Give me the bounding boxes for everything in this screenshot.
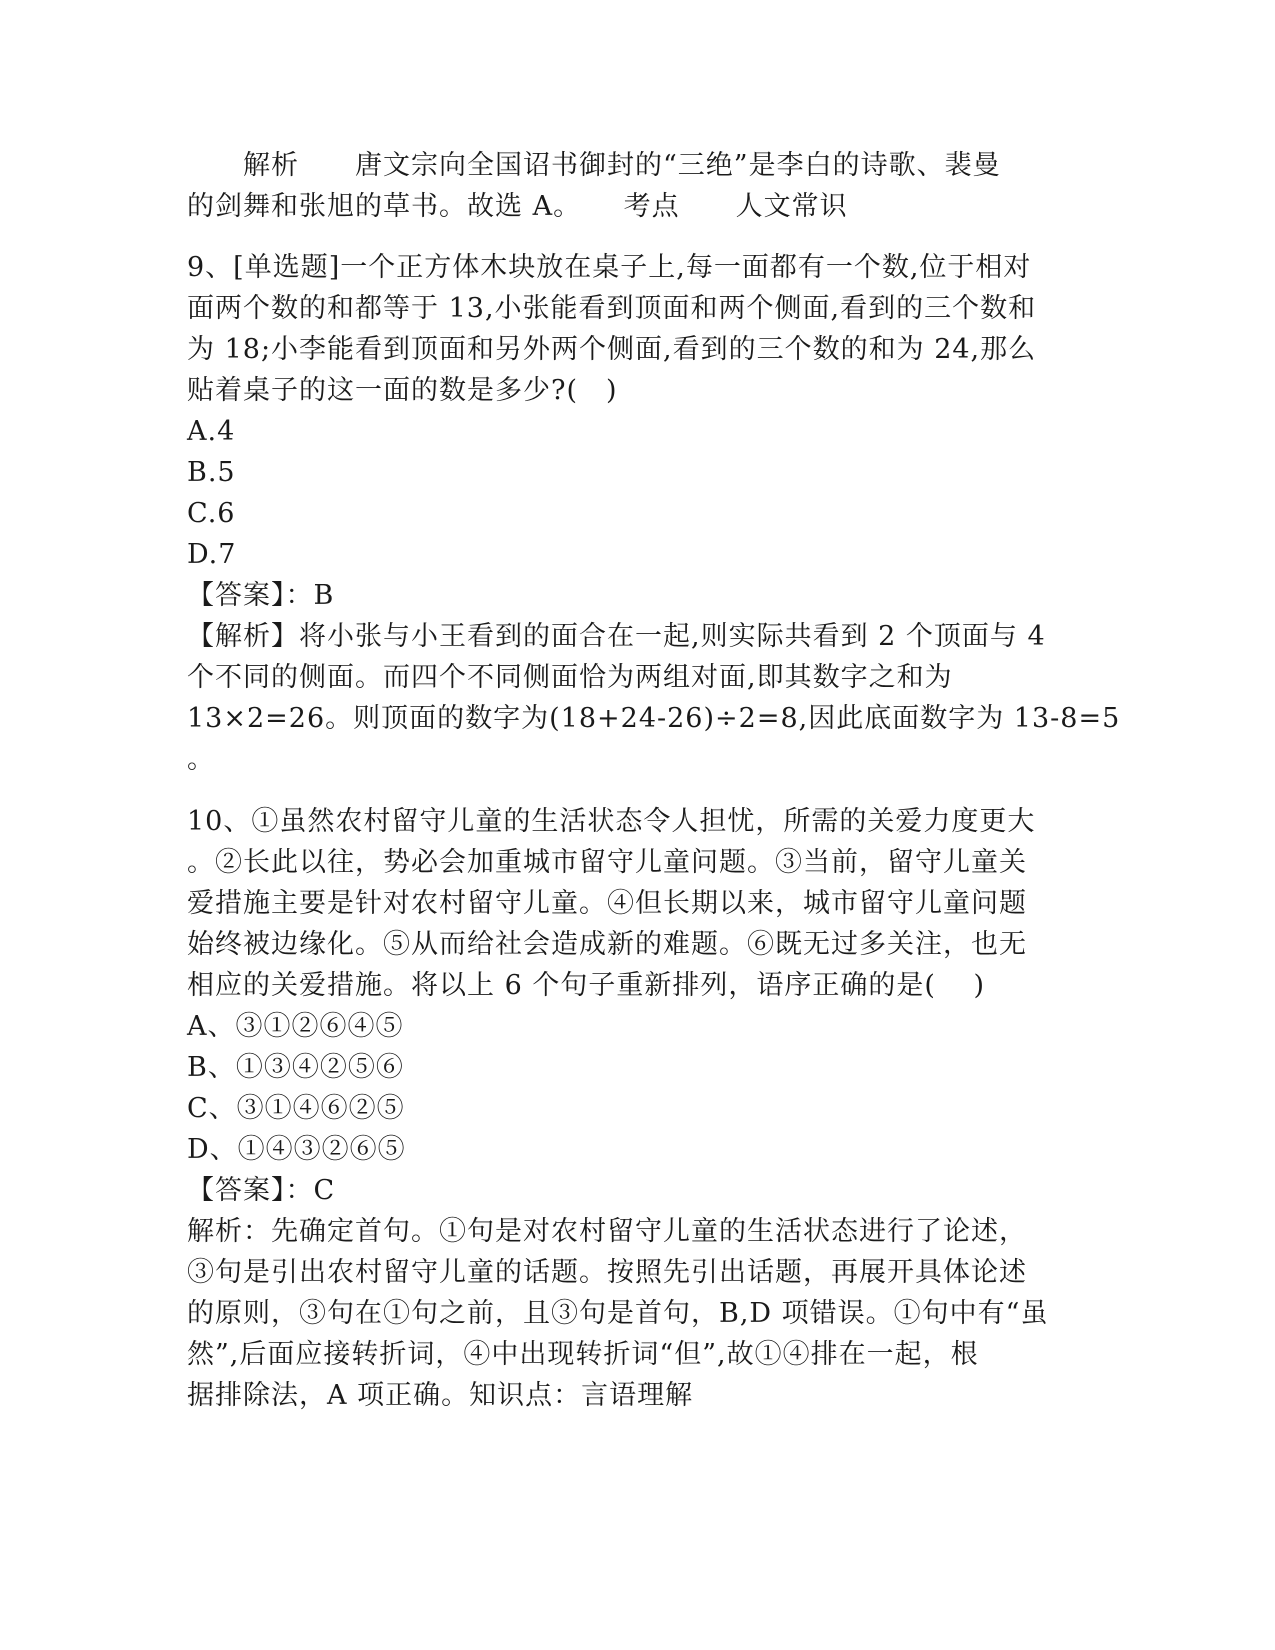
q9-option-c: C.6 bbox=[187, 498, 236, 529]
q10-option-c: C、③①④⑥②⑤ bbox=[187, 1093, 405, 1124]
q10-stem-line: 。②长此以往，势必会加重城市留守儿童问题。③当前，留守儿童关 bbox=[187, 847, 1027, 878]
q9-explanation-line: 个不同的侧面。而四个不同侧面恰为两组对面,即其数字之和为 bbox=[187, 662, 953, 693]
q9-answer: 【答案】：B bbox=[187, 580, 335, 611]
prev-explanation-line: 解析 唐文宗向全国诏书御封的“三绝”是李白的诗歌、裴曼 bbox=[187, 150, 1001, 181]
q10-explanation-line: ③句是引出农村留守儿童的话题。按照先引出话题，再展开具体论述 bbox=[187, 1257, 1027, 1288]
q10-explanation-line: 的原则，③句在①句之前，且③句是首句，B,D 项错误。①句中有“虽 bbox=[187, 1298, 1049, 1329]
q9-explanation-line: 。 bbox=[187, 744, 215, 775]
q10-explanation-line: 解析：先确定首句。①句是对农村留守儿童的生活状态进行了论述， bbox=[187, 1216, 1027, 1247]
q9-explanation-line: 13×2=26。则顶面的数字为(18+24-26)÷2=8,因此底面数字为 13-8=5 bbox=[187, 703, 1121, 734]
q9-explanation-line: 【解析】将小张与小王看到的面合在一起,则实际共看到 2 个顶面与 4 bbox=[187, 621, 1046, 652]
q10-explanation-line: 然”,后面应接转折词，④中出现转折词“但”,故①④排在一起，根 bbox=[187, 1339, 979, 1370]
q10-answer: 【答案】：C bbox=[187, 1175, 336, 1206]
q9-stem-line: 9、[单选题]一个正方体木块放在桌子上,每一面都有一个数,位于相对 bbox=[187, 252, 1032, 283]
prev-explanation-line: 的剑舞和张旭的草书。故选 A。 考点 人文常识 bbox=[187, 191, 848, 222]
q10-stem-line: 始终被边缘化。⑤从而给社会造成新的难题。⑥既无过多关注，也无 bbox=[187, 929, 1027, 960]
q9-stem-line: 为 18;小李能看到顶面和另外两个侧面,看到的三个数的和为 24,那么 bbox=[187, 334, 1037, 365]
q10-stem-line: 爱措施主要是针对农村留守儿童。④但长期以来，城市留守儿童问题 bbox=[187, 888, 1027, 919]
q10-stem-line: 相应的关爱措施。将以上 6 个句子重新排列，语序正确的是( ) bbox=[187, 970, 985, 1001]
q10-option-a: A、③①②⑥④⑤ bbox=[187, 1011, 404, 1042]
q9-stem-line: 面两个数的和都等于 13,小张能看到顶面和两个侧面,看到的三个数和 bbox=[187, 293, 1037, 324]
q9-option-d: D.7 bbox=[187, 539, 237, 570]
q9-stem-line: 贴着桌子的这一面的数是多少?( ) bbox=[187, 375, 618, 406]
q10-stem-line: 10、①虽然农村留守儿童的生活状态令人担忧，所需的关爱力度更大 bbox=[187, 806, 1036, 837]
q10-option-b: B、①③④②⑤⑥ bbox=[187, 1052, 404, 1083]
q9-option-a: A.4 bbox=[187, 416, 236, 447]
q10-option-d: D、①④③②⑥⑤ bbox=[187, 1134, 406, 1165]
q9-option-b: B.5 bbox=[187, 457, 236, 488]
q10-explanation-line: 据排除法，A 项正确。知识点：言语理解 bbox=[187, 1380, 694, 1411]
